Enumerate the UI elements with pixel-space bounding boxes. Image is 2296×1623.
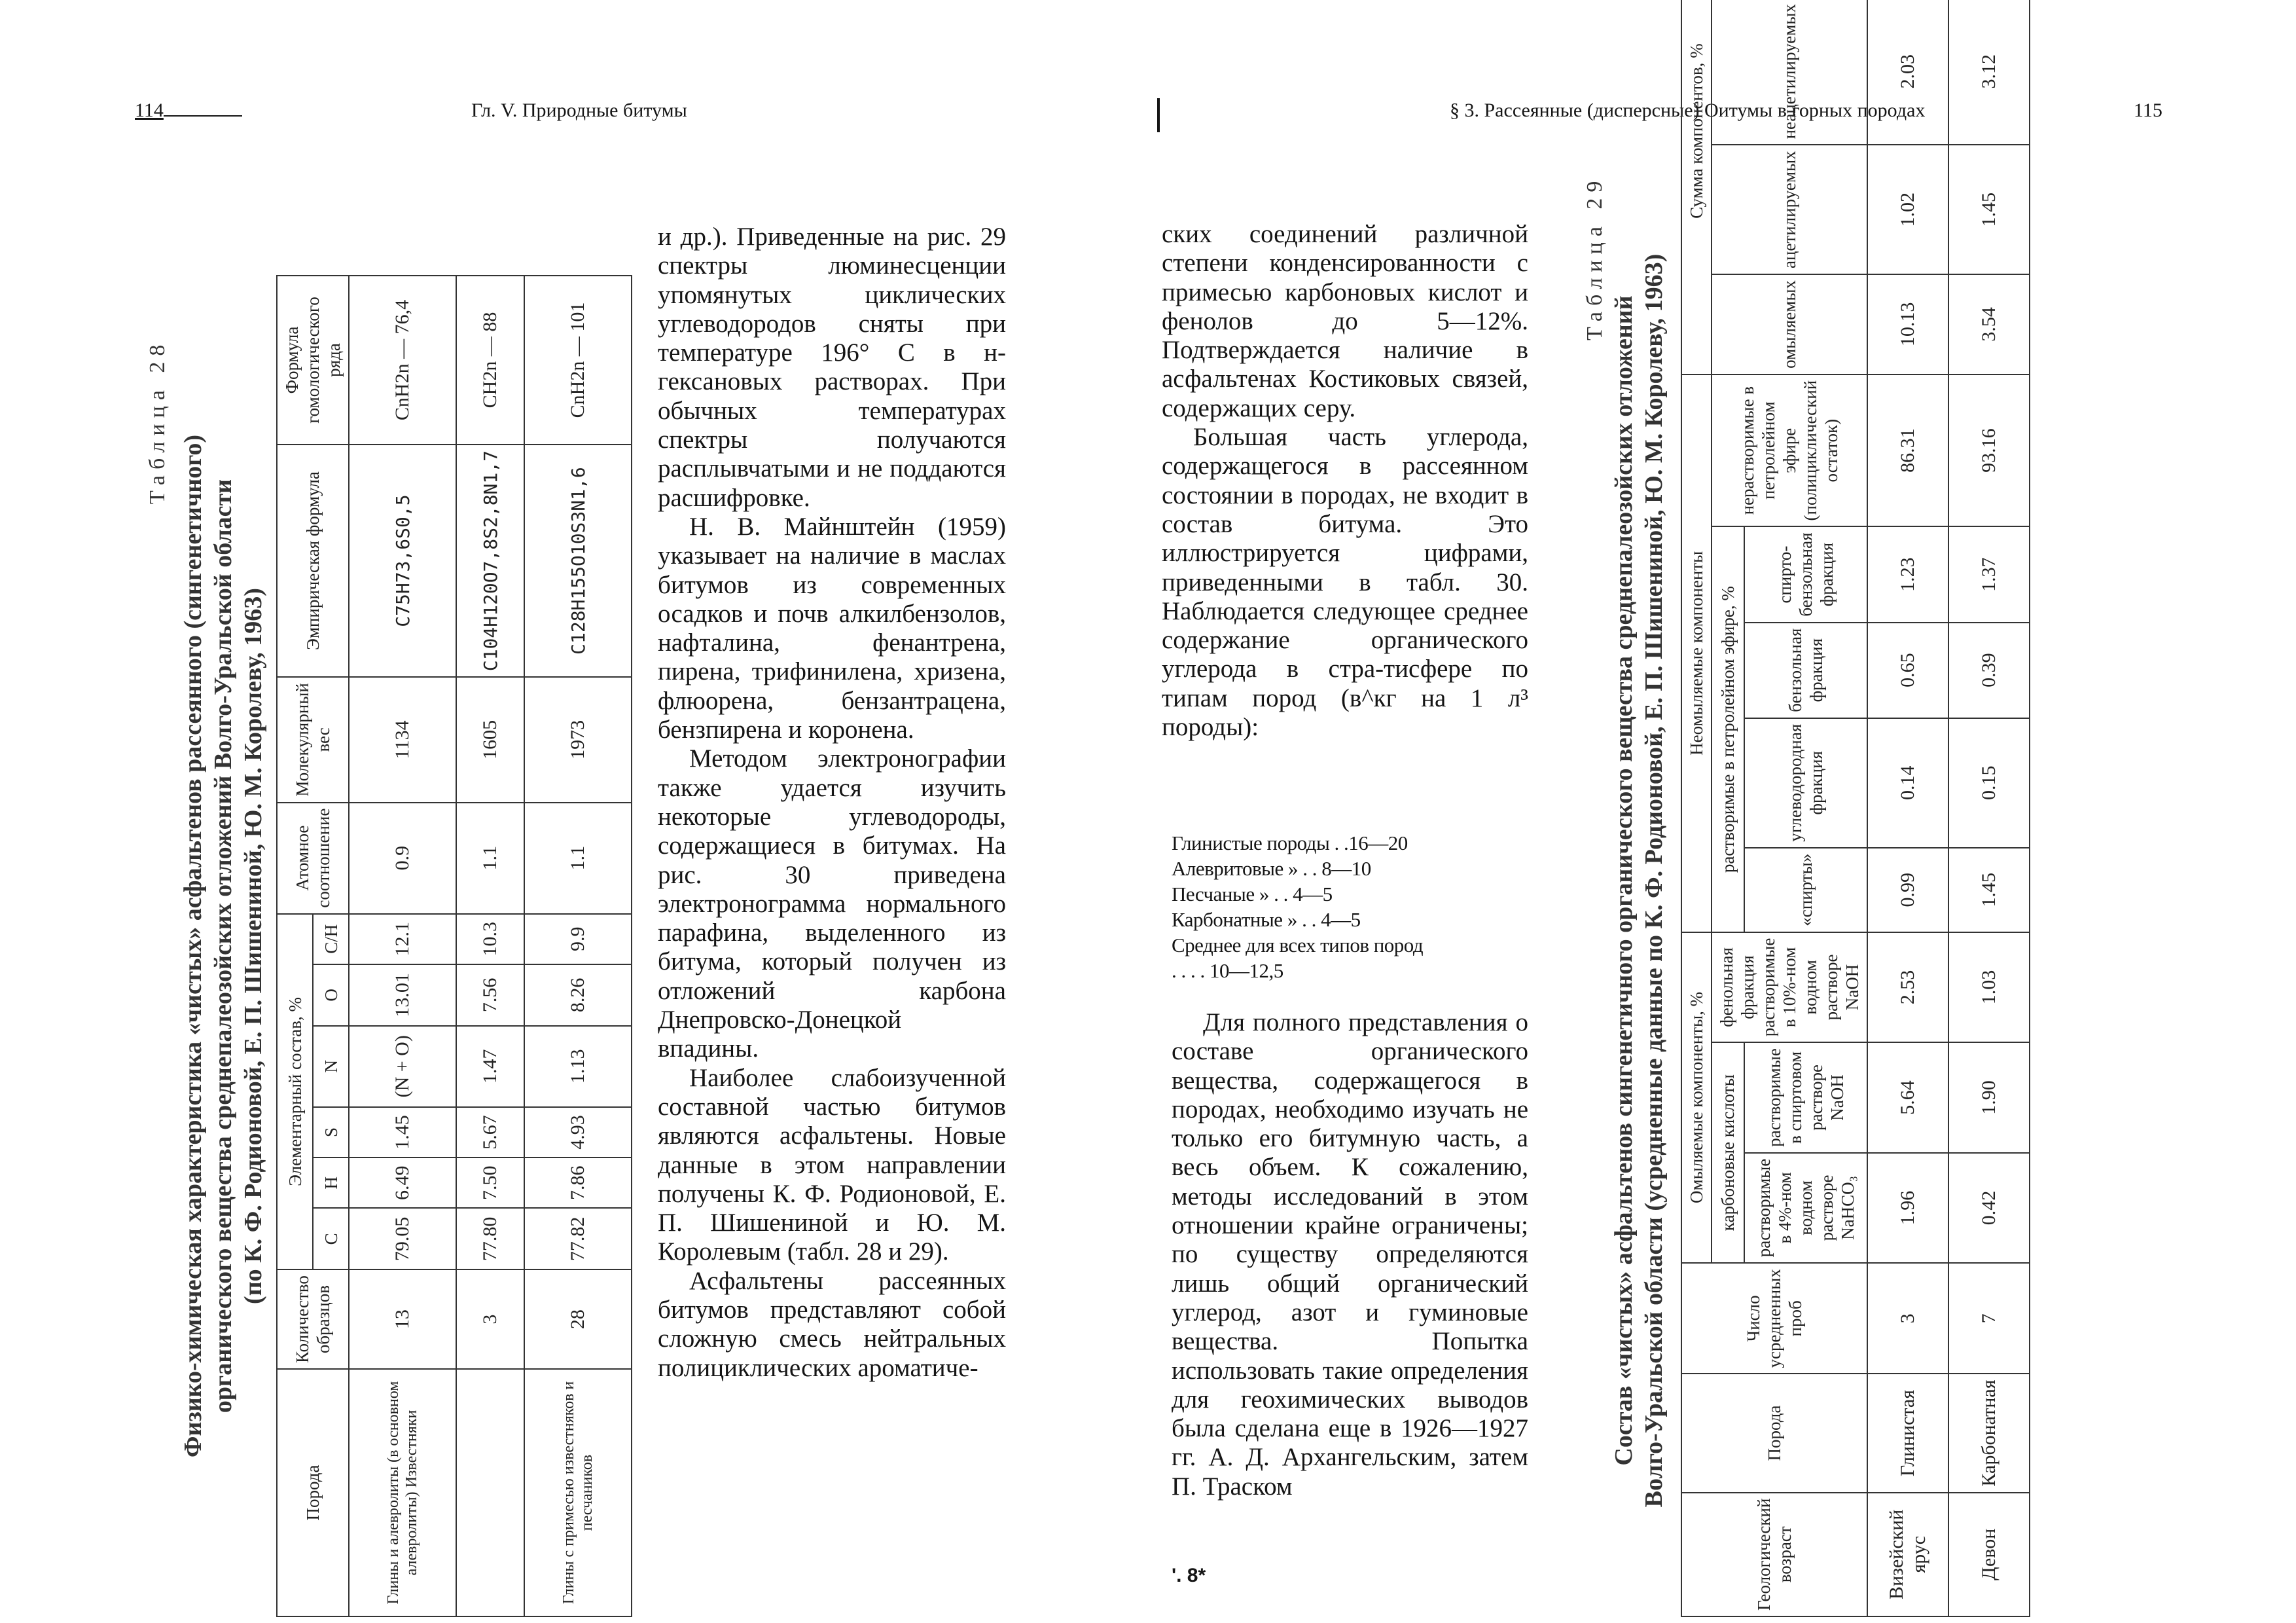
cell-mol: 1605 — [456, 677, 524, 802]
table-28-grid — [276, 275, 632, 1617]
cell-atomic: 1.1 — [524, 803, 632, 914]
header-n: N — [313, 1026, 349, 1107]
header-h: H — [313, 1158, 349, 1208]
header-carboxylic: карбоновые кислоты — [1712, 1042, 1744, 1263]
header-spirit-benz-frac: спирто-бензольная фракция — [1744, 527, 1867, 623]
cell-value: 93.16 — [1948, 374, 2030, 527]
header-saponifiable: Омыляемые компоненты, % — [1681, 932, 1712, 1264]
cell-value: 0.42 — [1948, 1153, 2030, 1264]
header-elemental: Элементарный состав, % — [277, 914, 313, 1270]
cell-rock: Глины и алевролиты (в основном алевролиты) Известняки — [349, 1369, 456, 1616]
list-item: Алевритовые » . . 8—10 — [1172, 857, 1371, 880]
table-row — [1948, 0, 2030, 1616]
list-item: Глинистые породы . .16—20 — [1172, 831, 1408, 854]
left-page-number: 114 — [135, 100, 242, 122]
header-rock: Порода — [1681, 1374, 1867, 1493]
cell-homolog: CH2n — 88 — [456, 276, 524, 445]
table-row — [524, 276, 632, 1616]
cell-value: 0.99 — [1867, 848, 1948, 932]
table-28-caption-line: органического вещества среднепалеозойских отложений Волго-Уральской области — [209, 479, 237, 1413]
paragraph: Большая часть углерода, содержащегося в рассеянном состоянии в породах, не входит в состав битума. Это иллюстрируется цифрами, приведенными в табл. 30. Наблюдается следующее среднее содержание органического углерода в стра-тисфере по типам пород (в^кг на 1 л³ породы): — [1162, 423, 1528, 742]
header-benzene-frac: бензольная фракция — [1744, 623, 1867, 718]
header-phenol: фенольная фракция растворимые в 10%-ном водном растворе NaOH — [1712, 932, 1867, 1043]
header-ch: C/H — [313, 914, 349, 964]
cell-h: 7.86 — [524, 1158, 632, 1208]
header-o: O — [313, 964, 349, 1026]
cell-value: 0.14 — [1867, 718, 1948, 848]
table-row — [456, 276, 524, 1616]
header-age: Геологический возраст — [1681, 1493, 1867, 1616]
cell-n: 1.47 — [456, 1026, 524, 1107]
header-sol-nahco3: растворимые в 4%-ном водном растворе NaHCO₃ — [1744, 1153, 1867, 1264]
cell-o: 8.26 — [524, 964, 632, 1026]
header-rock: Порода — [277, 1369, 349, 1616]
cell-value: 0.65 — [1867, 623, 1948, 718]
header-unsaponifiable: Неомыляемые компоненты — [1681, 374, 1712, 932]
cell-o: 13.01 — [349, 964, 456, 1026]
cell-homolog: CnH2n — 101 — [524, 276, 632, 445]
cell-value: 3.12 — [1948, 0, 2030, 145]
left-running-head: Гл. V. Природные битумы — [471, 100, 687, 121]
cell-value: 1.37 — [1948, 527, 2030, 623]
cell-value: 0.39 — [1948, 623, 2030, 718]
header-c: C — [313, 1208, 349, 1269]
table-28-label: Таблица 28 — [145, 338, 170, 504]
left-text-column — [658, 223, 1006, 1383]
cell-rock: Глинистая — [1867, 1374, 1948, 1493]
cell-n: 7 — [1948, 1263, 2030, 1374]
cell-value: 0.15 — [1948, 718, 2030, 848]
cell-mol: 1973 — [524, 677, 632, 802]
page-gutter-mark — [1157, 98, 1160, 132]
cell-count: 3 — [456, 1269, 524, 1369]
header-empirical: Эмпирическая формула — [277, 445, 349, 677]
paragraph: и др.). Приведенные на рис. 29 спектры люминесценции упомянутых циклических углеводородов сняты при температуре 196° С в н-гексановых растворах. При обычных температурах спектры получаются расплывчатыми и не поддаются расшифровке. — [658, 223, 1006, 512]
paragraph: Асфальтены рассеянных битумов представляют собой сложную смесь нейтральных полициклических ароматиче- — [658, 1266, 1006, 1382]
cell-n: 3 — [1867, 1263, 1948, 1374]
header-count: Количество образцов — [277, 1269, 349, 1369]
cell-value: 2.03 — [1867, 0, 1948, 145]
header-nonacetylated-sum: неацетилируемых — [1712, 0, 1867, 145]
paragraph: Методом электронографии также удается изучить некоторые углеводороды, содержащиеся в битумах. На рис. 30 приведена электронограмма нормального парафина, выделенного из битума, который получен из отложений карбона Днепровско-Донецкой впадины. — [658, 744, 1006, 1063]
header-s: S — [313, 1107, 349, 1158]
header-atomic: Атомное соотношение — [277, 803, 349, 914]
cell-n: 1.13 — [524, 1026, 632, 1107]
header-spirits: «спирты» — [1744, 848, 1867, 932]
cell-empirical: C75H73,6S0,5 — [349, 445, 456, 677]
cell-age: Девон — [1948, 1493, 2030, 1616]
list-item: Карбонатные » . . 4—5 — [1172, 908, 1361, 931]
cell-count: 28 — [524, 1269, 632, 1369]
header-samples: Число усредненных проб — [1681, 1263, 1867, 1374]
cell-value: 86.31 — [1867, 374, 1948, 527]
cell-rock: Глины с примесью известняков и песчаников — [524, 1369, 632, 1616]
list-item: Среднее для всех типов пород — [1172, 934, 1424, 957]
cell-value: 1.02 — [1867, 145, 1948, 274]
header-sol-naoh: растворимые в спиртовом растворе NaOH — [1744, 1042, 1867, 1153]
cell-empirical: C128H155O10S3N1,6 — [524, 445, 632, 677]
cell-value: 5.64 — [1867, 1042, 1948, 1153]
cell-n: (N + O) — [349, 1026, 456, 1107]
list-item: Песчаные » . . 4—5 — [1172, 883, 1333, 905]
cell-value: 2.53 — [1867, 932, 1948, 1043]
cell-value: 1.45 — [1948, 848, 2030, 932]
table-29-caption-line: Состав «чистых» асфальтенов сингенетичного органического вещества среднепалеозойских отложений — [1610, 295, 1638, 1466]
paragraph: ских соединений различной степени конденсированности с примесью карбоновых кислот и фенолов до 5—12%. Подтверждается наличие в асфальтенах Костиковых связей, содержащих серу. — [1162, 220, 1528, 422]
header-insoluble: нерастворимые в петролейном эфире (полициклический остаток) — [1712, 374, 1867, 527]
table-29-grid — [1681, 0, 2030, 1617]
cell-s: 1.45 — [349, 1107, 456, 1158]
list-item: . . . . 10—12,5 — [1172, 959, 1283, 982]
paragraph: Для полного представления о составе органического вещества, содержащегося в породах, необходимо изучать не только его битумную часть, а весь объем. К сожалению, методы исследований в этом отношении крайне ограничены; по существу определяются лишь общий органический углерод, азот и гуминовые вещества. Попытка использовать такие определения для геохимических выводов была сделана еще в 1926—1927 гг. А. Д. Архангельским, затем П. Траском — [1172, 1008, 1528, 1501]
header-acetylated-sum: ацетилируемых — [1712, 145, 1867, 274]
cell-h: 7.50 — [456, 1158, 524, 1208]
right-text-column-bottom — [1172, 1008, 1528, 1501]
cell-atomic: 0.9 — [349, 803, 456, 914]
cell-value: 1.03 — [1948, 932, 2030, 1043]
table-row — [1867, 0, 1948, 1616]
cell-o: 7.56 — [456, 964, 524, 1026]
cell-c: 79.05 — [349, 1208, 456, 1269]
cell-value: 1.23 — [1867, 527, 1948, 623]
cell-s: 5.67 — [456, 1107, 524, 1158]
header-mol: Молекулярный вес — [277, 677, 349, 802]
cell-ch: 12.1 — [349, 914, 456, 964]
cell-c: 77.82 — [524, 1208, 632, 1269]
cell-value: 1.90 — [1948, 1042, 2030, 1153]
right-text-column — [1162, 220, 1528, 742]
cell-value: 10.13 — [1867, 274, 1948, 374]
cell-ch: 9.9 — [524, 914, 632, 964]
right-running-head: § 3. Рассеянные (дисперсные) Оитумы в горных породах — [1450, 100, 1926, 121]
cell-rock — [456, 1369, 524, 1616]
cell-empirical: C104H120O7,8S2,8N1,7 — [456, 445, 524, 677]
cell-homolog: CnH2n — 76,4 — [349, 276, 456, 445]
cell-count: 13 — [349, 1269, 456, 1369]
paragraph: Наиболее слабоизученной составной частью битумов являются асфальтены. Новые данные в этом направлении получены К. Ф. Родионовой, Е. П. Шишениной и Ю. М. Королевым (табл. 28 и 29). — [658, 1063, 1006, 1266]
table-28-caption-line: (по К. Ф. Родионовой, Е. П. Шишениной, Ю. М. Королеву, 1963) — [240, 588, 267, 1304]
cell-value: 1.96 — [1867, 1153, 1948, 1264]
table-row — [349, 276, 456, 1616]
cell-mol: 1134 — [349, 677, 456, 802]
right-page-number: 115 — [2134, 100, 2162, 121]
carbon-content-list — [1172, 830, 1538, 983]
cell-c: 77.80 — [456, 1208, 524, 1269]
table-29-caption — [1609, 144, 1669, 1617]
signature-mark: '. 8* — [1172, 1565, 1206, 1586]
paragraph: Н. В. Майнштейн (1959) указывает на наличие в маслах битумов из современных осадков и почв алкилбензолов, нафталина, фенантрена, пирена, трифинилена, хризена, флюорена, бензантрацена, бензпирена и коронена. — [658, 512, 1006, 744]
header-sum: Сумма компонентов, % — [1681, 0, 1712, 374]
table-28 — [139, 275, 662, 1617]
table-28-caption — [178, 275, 268, 1617]
cell-s: 4.93 — [524, 1107, 632, 1158]
header-carbon-frac: углеводородная фракция — [1744, 718, 1867, 848]
header-saponified: омыляемых — [1712, 274, 1867, 374]
cell-h: 6.49 — [349, 1158, 456, 1208]
cell-atomic: 1.1 — [456, 803, 524, 914]
table-29-caption-line: Волго-Уральской области (усредненные данные по К. Ф. Родионовой, Е. П. Шишениной, Ю. М. Королеву, 1963) — [1640, 253, 1668, 1508]
cell-ch: 10.3 — [456, 914, 524, 964]
cell-value: 1.45 — [1948, 145, 2030, 274]
cell-age: Визейский ярус — [1867, 1493, 1948, 1616]
table-29-label: Таблица 29 — [1583, 175, 1607, 340]
header-homolog: Формула гомологического ряда — [277, 276, 349, 445]
cell-value: 3.54 — [1948, 274, 2030, 374]
cell-rock: Карбонатная — [1948, 1374, 2030, 1493]
header-soluble-ether: растворимые в петролейном эфире, % — [1712, 527, 1744, 932]
table-28-caption-line: Физико-химическая характеристика «чистых» асфальтенов рассеянного (сингенетичного) — [179, 434, 207, 1458]
